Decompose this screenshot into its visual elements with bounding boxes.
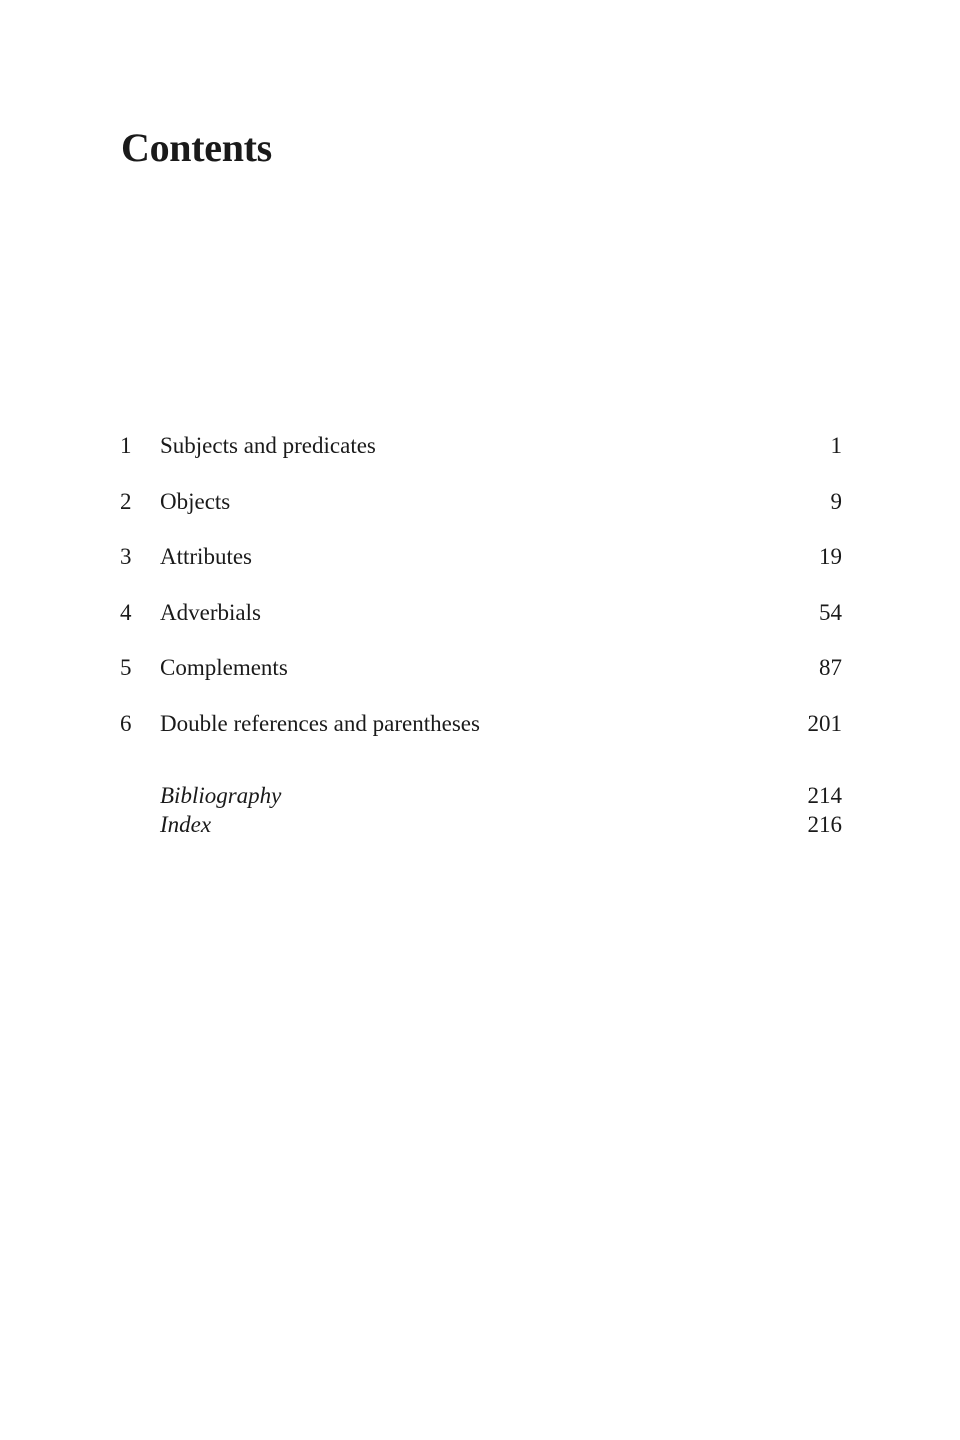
page-number: 216 — [807, 812, 842, 837]
toc-entry-chapter-6[interactable] — [120, 710, 842, 738]
backmatter-title[interactable]: Bibliography — [160, 783, 282, 808]
chapter-title[interactable]: Attributes — [160, 544, 252, 570]
page-number: 214 — [807, 783, 842, 808]
page-number: 87 — [819, 655, 842, 681]
chapter-title[interactable]: Objects — [160, 488, 231, 514]
toc-entry-index[interactable] — [120, 810, 842, 839]
chapter-number: 6 — [120, 710, 132, 736]
chapter-number: 4 — [120, 599, 132, 625]
page-number: 201 — [807, 710, 842, 736]
chapter-number: 2 — [120, 488, 132, 514]
page-number: 1 — [830, 433, 842, 458]
backmatter-title[interactable]: Index — [160, 812, 212, 837]
toc-entry-chapter-5[interactable] — [120, 654, 842, 682]
page-number: 54 — [819, 599, 842, 625]
chapter-title[interactable]: Double references and parentheses — [160, 710, 480, 736]
toc-entry-chapter-3[interactable] — [120, 543, 842, 571]
chapter-title[interactable]: Adverbials — [160, 599, 261, 625]
table-of-contents — [120, 432, 842, 766]
chapter-number: 3 — [120, 544, 132, 570]
toc-entry-chapter-4[interactable] — [120, 599, 842, 627]
chapter-title[interactable]: Complements — [160, 655, 288, 681]
toc-entry-bibliography[interactable] — [120, 781, 842, 810]
chapter-title[interactable]: Subjects and predicates — [160, 433, 376, 458]
page-number: 9 — [830, 488, 842, 514]
toc-entry-chapter-2[interactable] — [120, 488, 842, 516]
chapter-number: 5 — [120, 655, 132, 681]
chapter-number: 1 — [120, 433, 132, 458]
page-number: 19 — [819, 544, 842, 570]
backmatter-list — [120, 781, 842, 839]
page-title: Contents — [121, 125, 272, 170]
toc-entry-chapter-1[interactable] — [120, 432, 842, 460]
